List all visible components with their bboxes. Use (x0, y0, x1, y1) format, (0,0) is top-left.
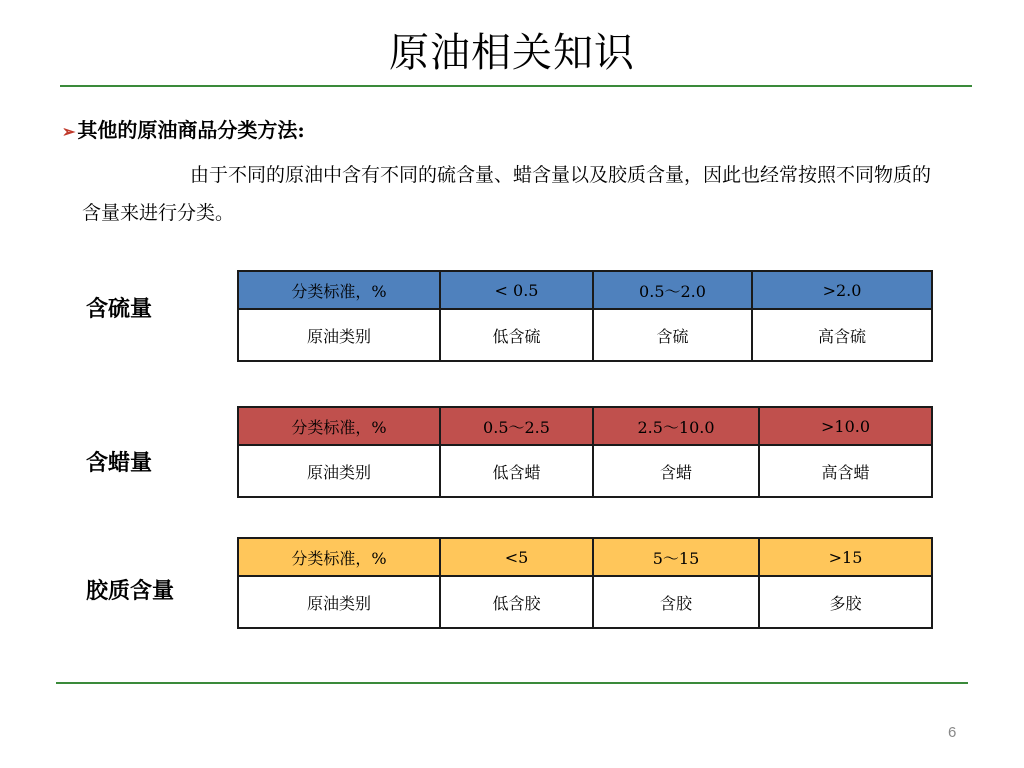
sulfur-category-cell: 含硫 (593, 309, 752, 361)
footer-divider (56, 682, 968, 684)
slide-title: 原油相关知识 (389, 30, 635, 76)
sulfur-category-cell: 高含硫 (752, 309, 932, 361)
colloid-header-cell: 5～15 (593, 538, 759, 576)
colloid-category-row (238, 576, 932, 628)
sulfur-category-cell: 低含硫 (440, 309, 593, 361)
wax-header-row (238, 407, 932, 445)
sulfur-header-cell: 0.5～2.0 (593, 271, 752, 309)
sulfur-header-row (238, 271, 932, 309)
sulfur-table (237, 270, 933, 362)
sulfur-header-cell: >2.0 (752, 271, 932, 309)
sulfur-header-cell: 分类标准，% (238, 271, 440, 309)
wax-category-row (238, 445, 932, 497)
section-heading (62, 116, 305, 146)
colloid-category-cell: 原油类别 (238, 576, 440, 628)
wax-category-cell: 原油类别 (238, 445, 440, 497)
colloid-category-cell: 含胶 (593, 576, 759, 628)
colloid-header-cell: >15 (759, 538, 932, 576)
sulfur-category-row (238, 309, 932, 361)
wax-header-cell: >10.0 (759, 407, 932, 445)
wax-category-cell: 高含蜡 (759, 445, 932, 497)
section-heading-text: 其他的原油商品分类方法: (77, 118, 305, 142)
wax-header-cell: 0.5～2.5 (440, 407, 593, 445)
colloid-table (237, 537, 933, 629)
colloid-category-cell: 低含胶 (440, 576, 593, 628)
colloid-header-cell: <5 (440, 538, 593, 576)
sulfur-header-cell: < 0.5 (440, 271, 593, 309)
colloid-header-cell: 分类标准，% (238, 538, 440, 576)
wax-header-cell: 分类标准，% (238, 407, 440, 445)
title-divider (60, 85, 972, 87)
wax-category-cell: 含蜡 (593, 445, 759, 497)
sulfur-category-cell: 原油类别 (238, 309, 440, 361)
colloid-category-cell: 多胶 (759, 576, 932, 628)
page-number: 6 (948, 724, 957, 741)
arrow-bullet-icon: ➢ (62, 122, 76, 141)
wax-category-cell: 低含蜡 (440, 445, 593, 497)
wax-label: 含蜡量 (86, 450, 153, 476)
intro-paragraph: 由于不同的原油中含有不同的硫含量、蜡含量以及胶质含量，因此也经常按照不同物质的含量来进行分类。 (82, 164, 932, 224)
colloid-label: 胶质含量 (86, 578, 175, 604)
wax-header-cell: 2.5～10.0 (593, 407, 759, 445)
sulfur-label: 含硫量 (86, 296, 153, 322)
wax-table (237, 406, 933, 498)
colloid-header-row (238, 538, 932, 576)
